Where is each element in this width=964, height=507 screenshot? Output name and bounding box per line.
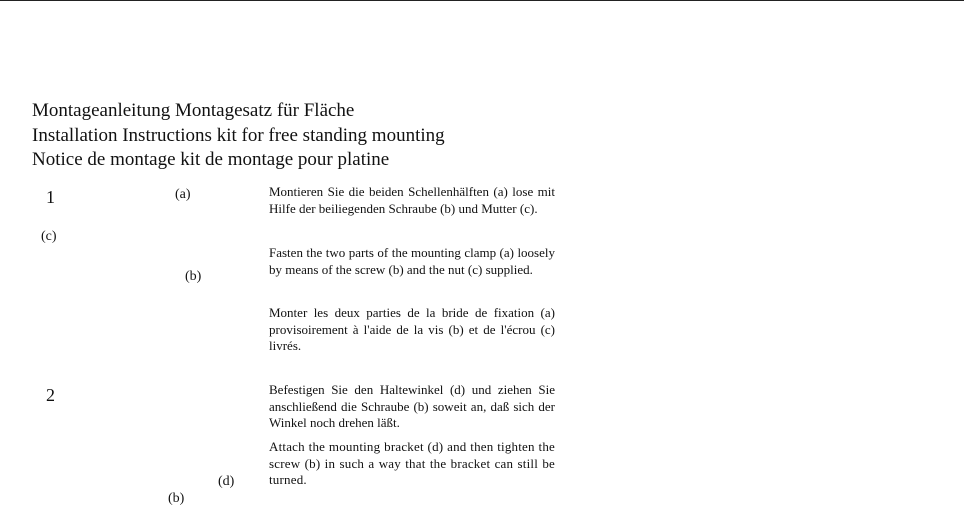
- step-1-label-b: (b): [185, 269, 202, 284]
- step-1-label-c: (c): [41, 229, 57, 244]
- step-2-text-german: Befestigen Sie den Haltewinkel (d) und ziehen Sie anschließend die Schraube (b) soweit an, daß sich der Winkel noch drehen läßt.: [269, 382, 555, 430]
- step-2-number: 2: [46, 385, 55, 405]
- step-1-text-english: Fasten the two parts of the mounting clamp (a) loosely by means of the screw (b) and the nut (c) supplied.: [269, 245, 555, 277]
- top-border-line: [0, 0, 964, 1]
- document-title-block: [32, 99, 445, 173]
- title-german: Montageanleitung Montagesatz für Fläche: [32, 100, 355, 121]
- title-french: Notice de montage kit de montage pour platine: [32, 149, 390, 170]
- step-1-text-german: Montieren Sie die beiden Schellenhälften (a) lose mit Hilfe der beiliegenden Schraube (b) und Mutter (c).: [269, 184, 555, 216]
- step-2-label-b: (b): [168, 491, 185, 506]
- step-2-label-d: (d): [218, 474, 235, 489]
- title-english: Installation Instructions kit for free standing mounting: [32, 124, 445, 146]
- step-2-text-english: Attach the mounting bracket (d) and then tighten the screw (b) in such a way that the bracket can still be turned.: [269, 439, 555, 487]
- step-1-number: 1: [46, 187, 55, 207]
- step-1-text-french: Monter les deux parties de la bride de fixation (a) provisoirement à l'aide de la vis (b) et de l'écrou (c) livrés.: [269, 305, 555, 353]
- step-1-label-a: (a): [175, 187, 191, 202]
